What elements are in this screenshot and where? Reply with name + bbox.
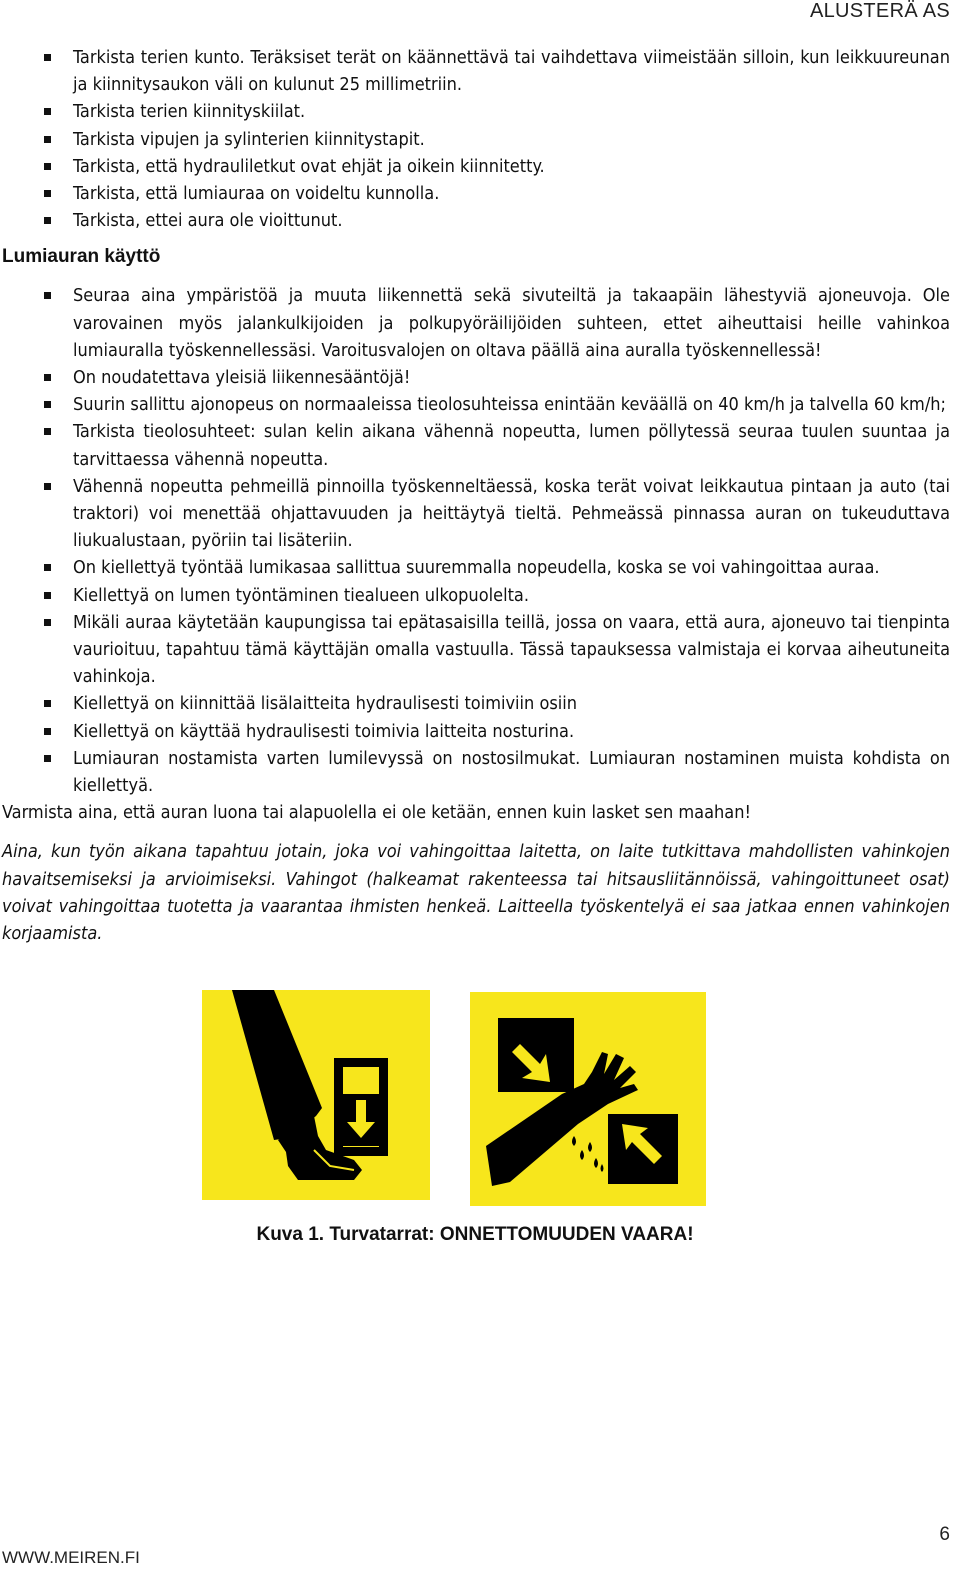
list-item: Tarkista tieolosuhteet: sulan kelin aikana vähennä nopeutta, lumen pöllytessä seuraa tuulen suuntaa ja tarvittaessa vähennä nopeutta. bbox=[2, 418, 950, 472]
list-item: Kiellettyä on kiinnittää lisälaitteita hydraulisesti toimiviin osiin bbox=[2, 690, 950, 717]
list-item: Tarkista, ettei aura ole vioittunut. bbox=[2, 207, 950, 234]
list-item: Seuraa aina ympäristöä ja muuta liikennettä sekä sivuteiltä ja takaapäin lähestyviä ajoneuvoja. Ole varovainen myös jalankulkijoiden ja polkupyöräilijöiden suhteen, ettet aiheuttaisi heille vahinkoa lumiauralla työskennellessäsi. Varoitusvalojen on oltava päällä aina auralla työskennellessä! bbox=[2, 282, 950, 364]
list-item: Tarkista, että hydrauliletkut ovat ehjät ja oikein kiinnitetty. bbox=[2, 153, 950, 180]
list-item: Mikäli auraa käytetään kaupungissa tai epätasaisilla teillä, jossa on vaara, että aura, ajoneuvo tai tienpinta vaurioituu, tapahtuu tämä käyttäjän omalla vastuulla. Tässä tapauksessa valmistaja ei korvaa aiheutuneita vahinkoja. bbox=[2, 609, 950, 691]
footer-url[interactable]: WWW.MEIREN.FI bbox=[2, 1548, 140, 1567]
lowering-warning-note: Varmista aina, että auran luona tai alapuolella ei ole ketään, ennen kuin lasket sen maahan! bbox=[2, 802, 751, 824]
section-title: Lumiauran käyttö bbox=[2, 246, 161, 268]
list-item: Suurin sallittu ajonopeus on normaaleissa tieolosuhteissa enintään keväällä on 40 km/h ja talvella 60 km/h; bbox=[2, 391, 950, 418]
list-item: Tarkista vipujen ja sylinterien kiinnitystapit. bbox=[2, 126, 950, 153]
list-item: Kiellettyä on käyttää hydraulisesti toimivia laitteita nosturina. bbox=[2, 718, 950, 745]
header-company: ALUSTERÄ AS bbox=[809, 0, 950, 22]
list-item: On kiellettyä työntää lumikasaa sallittua suuremmalla nopeudella, koska se voi vahingoittaa auraa. bbox=[2, 554, 950, 581]
inspection-list bbox=[2, 44, 950, 234]
list-item: Kiellettyä on lumen työntäminen tiealueen ulkopuolelta. bbox=[2, 582, 950, 609]
list-item: Tarkista terien kunto. Teräksiset terät on käännettävä tai vaihdettava viimeistään silloin, kun leikkuureunan ja kiinnitysaukon väli on kulunut 25 millimetriin. bbox=[2, 44, 950, 98]
hand-cut-warning-icon bbox=[470, 992, 706, 1206]
usage-list bbox=[2, 282, 950, 799]
damage-inspection-note: Aina, kun työn aikana tapahtuu jotain, joka voi vahingoittaa laitetta, on laite tutkittava mahdollisten vahinkojen havaitsemiseksi ja arvioimiseksi. Vahingot (halkeamat rakenteessa tai hitsausliitännöissä, vahingoittuneet osat) voivat vahingoittaa tuotetta ja vaarantaa ihmisten henkeä. Laitteella työskentelyä ei saa jatkaa ennen vahinkojen korjaamista. bbox=[2, 841, 950, 945]
list-item: Tarkista, että lumiauraa on voideltu kunnolla. bbox=[2, 180, 950, 207]
page-content bbox=[2, 44, 950, 947]
foot-crush-warning-icon bbox=[202, 990, 430, 1200]
list-item: Vähennä nopeutta pehmeillä pinnoilla työskenneltäessä, koska terät voivat leikkautua pintaan ja auto (tai traktori) voi menettää ohjattavuuden ja heittäytyä tieltä. Pehmeässä pinnassa auran on tukeuduttava liukualustaan, pyöriin tai lisäteriin. bbox=[2, 473, 950, 555]
list-item: On noudatettava yleisiä liikennesääntöjä! bbox=[2, 364, 950, 391]
page-number: 6 bbox=[939, 1524, 950, 1545]
list-item: Tarkista terien kiinnityskiilat. bbox=[2, 98, 950, 125]
figure-caption: Kuva 1. Turvatarrat: ONNETTOMUUDEN VAARA! bbox=[256, 1224, 694, 1245]
list-item: Lumiauran nostamista varten lumilevyssä on nostosilmukat. Lumiauran nostaminen muista kohdista on kiellettyä. bbox=[2, 745, 950, 799]
safety-decals bbox=[200, 990, 720, 1210]
